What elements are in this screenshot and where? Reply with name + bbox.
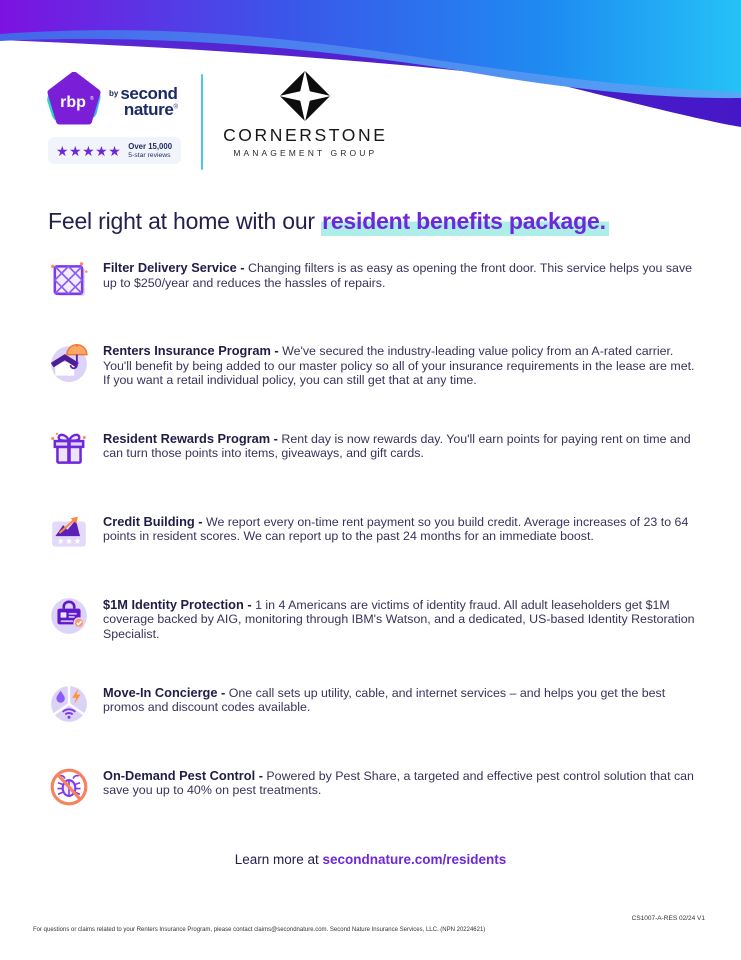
title-prefix: Feel right at home with our: [48, 208, 322, 234]
utilities-concierge-icon: [48, 683, 90, 725]
reviews-count: Over 15,000: [128, 142, 173, 151]
benefit-renters-insurance: [48, 344, 699, 388]
header: [0, 0, 741, 178]
umbrella-house-icon: [48, 341, 90, 383]
benefit-filter-delivery: [48, 261, 699, 300]
benefit-body: Powered by Pest Share, a targeted and effective pest control solution that can save you up to 40% on pest treatments.: [103, 768, 694, 798]
reviews-badge: [48, 137, 181, 164]
svg-text:★: ★: [56, 535, 65, 546]
gift-box-icon: [48, 429, 90, 471]
logo-divider: [201, 74, 203, 170]
benefit-body: Rent day is now rewards day. You'll earn points for paying rent on time and can turn those points into items, giveaways, and gift cards.: [103, 431, 691, 461]
cornerstone-logo-block: [223, 70, 387, 158]
page-title: [48, 208, 696, 235]
five-stars-icon: ★★★★★: [56, 142, 122, 159]
document-code: CS1007-A-RES 02/24 V1: [631, 915, 705, 922]
by-label: by: [109, 89, 119, 99]
benefit-body: We've secured the industry-leading value policy from an A-rated carrier. You'll benefit by being added to our master policy so all of your insurance requirements in the lease are met. If you want a retail individual policy, you can still get that at any time.: [103, 344, 695, 388]
benefit-heading: Credit Building -: [103, 513, 203, 529]
benefit-heading: Renters Insurance Program -: [103, 343, 279, 358]
second-nature-wordmark: [109, 86, 177, 117]
benefit-heading: Move-In Concierge -: [103, 684, 226, 700]
cornerstone-diamond-icon: [279, 70, 331, 122]
benefit-body: We report every on-time rent payment so you build credit. Average increases of 23 to 64 points in resident scores. We can report up to the past 24 months for an immediate boost.: [103, 514, 689, 544]
learn-more-line: [0, 852, 741, 867]
brand-word-second: second: [120, 84, 178, 104]
benefit-heading: Resident Rewards Program -: [103, 430, 278, 446]
benefit-credit-building: [48, 515, 699, 554]
air-filter-icon: [48, 258, 90, 300]
no-pests-icon: [48, 766, 90, 808]
rbp-reg-mark: ®: [90, 96, 94, 102]
rbp-logo-icon: [46, 72, 102, 128]
id-badge-icon: [48, 595, 90, 637]
credit-score-icon: [48, 512, 90, 554]
rbp-logo-text: rbp: [60, 94, 86, 111]
logo-row: [46, 72, 387, 170]
svg-text:★: ★: [65, 535, 73, 546]
benefit-body: 1 in 4 Americans are victims of identity fraud. All adult leaseholders get $1M coverage backed by AIG, monitoring through IBM's Watson, and a dedicated, US-based Identity Restoration Specialist.: [103, 597, 695, 641]
cornerstone-subname: MANAGEMENT GROUP: [233, 148, 378, 158]
title-highlight: resident benefits package.: [321, 208, 609, 236]
residents-link[interactable]: secondnature.com/residents: [322, 851, 507, 867]
benefits-list: [48, 261, 699, 808]
reviews-label: 5-star reviews: [128, 152, 171, 159]
learn-more-prefix: Learn more at: [234, 851, 323, 867]
registered-mark: ®: [173, 104, 178, 111]
insurance-fine-print: For questions or claims related to your Renters Insurance Program, please contact claims@secondnature.com. Second Nature Insurance Services, LLC. (NPN 20224621): [33, 927, 486, 933]
benefit-body: One call sets up utility, cable, and internet services – and helps you get the best promos and discount codes available.: [103, 685, 666, 715]
rbp-logo-block: [46, 72, 181, 164]
benefit-resident-rewards: [48, 432, 699, 471]
benefit-move-in-concierge: [48, 686, 699, 725]
benefit-body: Changing filters is as easy as opening the front door. This service helps you save up to $250/year and reduces the hassles of repairs.: [103, 261, 693, 290]
cornerstone-name: CORNERSTONE: [223, 125, 388, 145]
benefit-heading: Filter Delivery Service -: [103, 260, 245, 275]
benefit-identity-protection: [48, 598, 699, 642]
benefit-heading: $1M Identity Protection -: [103, 596, 252, 612]
benefit-pest-control: [48, 769, 699, 808]
svg-text:★: ★: [73, 535, 82, 546]
benefit-heading: On-Demand Pest Control -: [103, 767, 263, 783]
brand-word-nature: nature: [123, 100, 174, 119]
